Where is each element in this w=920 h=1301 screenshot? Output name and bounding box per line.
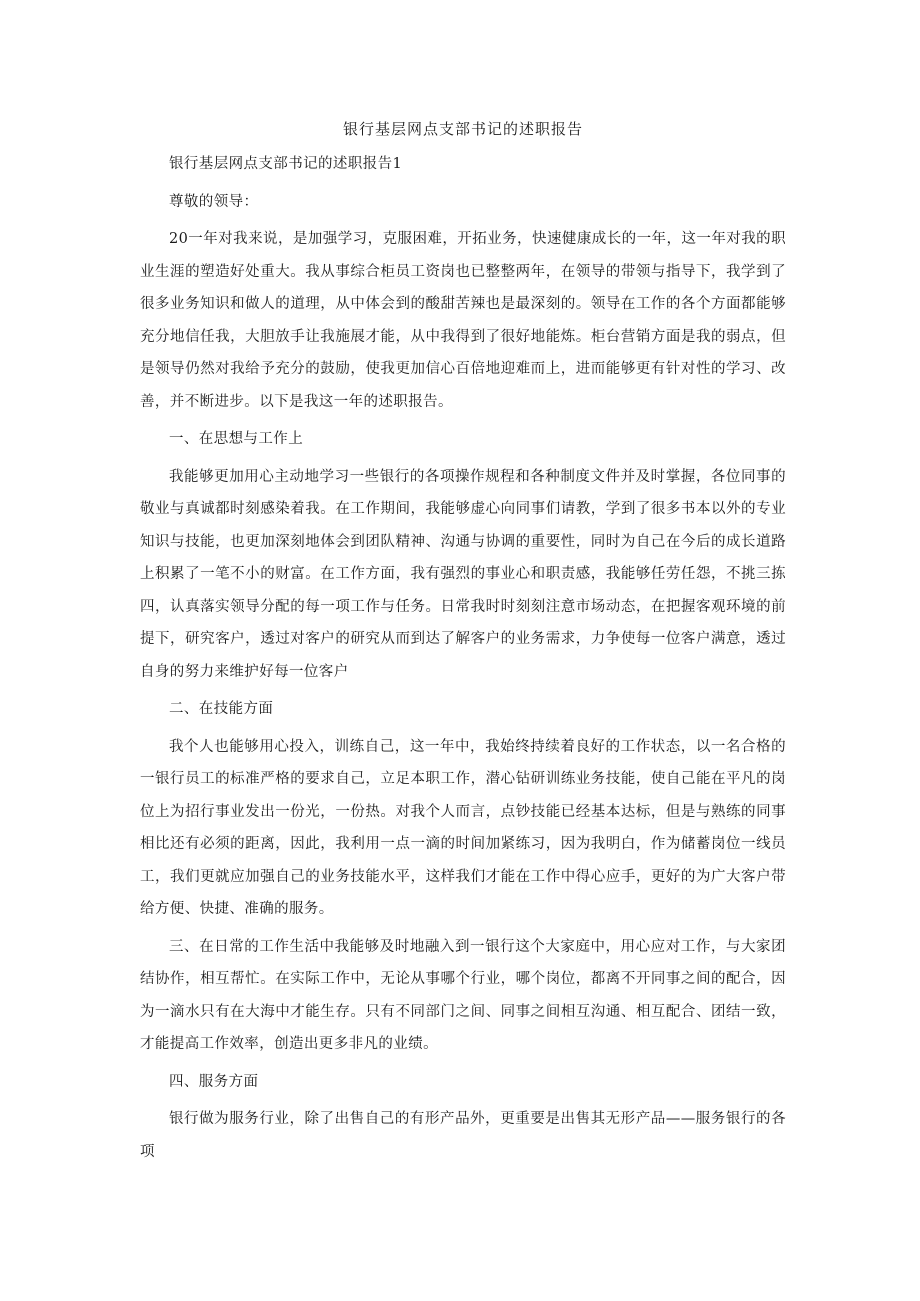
section-4-paragraph: 银行做为服务行业，除了出售自己的有形产品外，更重要是出售其无形产品——服务银行的各项 — [140, 1111, 786, 1160]
section-2-paragraph: 我个人也能够用心投入，训练自己，这一年中，我始终持续着良好的工作状态，以一名合格的一银行员工的标准严格的要求自己，立足本职工作，潜心钻研训练业务技能，使自己能在平凡的岗位上为招行事业发出一份光，一份热。对我个人而言，点钞技能已经基本达标，但是与熟练的同事相比还有必须的距离，因此，我利用一点一滴的时间加紧练习，因为我明白，作为储蓄岗位一线员工，我们更就应加强自己的业务技能水平，这样我们才能在工作中得心应手，更好的为广大客户带给方便、快捷、准确的服务。 — [140, 738, 786, 917]
section-3-paragraph: 三、在日常的工作生活中我能够及时地融入到一银行这个大家庭中，用心应对工作，与大家团结协作，相互帮忙。在实际工作中，无论从事哪个行业，哪个岗位，都离不开同事之间的配合，因为一滴水只有在大海中才能生存。只有不同部门之间、同事之间相互沟通、相互配合、团结一致，才能提高工作效率，创造出更多非凡的业绩。 — [140, 938, 786, 1052]
section-2-heading: 二、在技能方面 — [169, 701, 274, 717]
document-subtitle: 银行基层网点支部书记的述职报告1 — [169, 156, 403, 172]
section-1-heading: 一、在思想与工作上 — [169, 431, 304, 447]
section-1-paragraph: 我能够更加用心主动地学习一些银行的各项操作规程和各种制度文件并及时掌握，各位同事的敬业与真诚都时刻感染着我。在工作期间，我能够虚心向同事们请教，学到了很多书本以外的专业知识与技能，也更加深刻地体会到团队精神、沟通与协调的重要性，同时为自己在今后的成长道路上积累了一笔不小的财富。在工作方面，我有强烈的事业心和职责感，我能够任劳任怨，不挑三拣四，认真落实领导分配的每一项工作与任务。日常我时时刻刻注意市场动态，在把握客观环境的前提下，研究客户，透过对客户的研究从而到达了解客户的业务需求，力争使每一位客户满意，透过自身的努力来维护好每一位客户 — [140, 468, 786, 680]
intro-paragraph: 20一年对我来说，是加强学习，克服困难，开拓业务，快速健康成长的一年，这一年对我的职业生涯的塑造好处重大。我从事综合柜员工资岗也已整整两年，在领导的带领与指导下，我学到了很多业务知识和做人的道理，从中体会到的酸甜苦辣也是最深刻的。领导在工作的各个方面都能够充分地信任我，大胆放手让我施展才能，从中我得到了很好地能炼。柜台营销方面是我的弱点，但是领导仍然对我给予充分的鼓励，使我更加信心百倍地迎难而上，进而能够更有针对性的学习、改善，并不断进步。以下是我这一年的述职报告。 — [140, 231, 786, 410]
salutation: 尊敬的领导： — [169, 193, 259, 210]
document-title: 银行基层网点支部书记的述职报告 — [342, 120, 583, 138]
document-body — [140, 112, 786, 1173]
section-4-heading: 四、服务方面 — [169, 1073, 259, 1090]
